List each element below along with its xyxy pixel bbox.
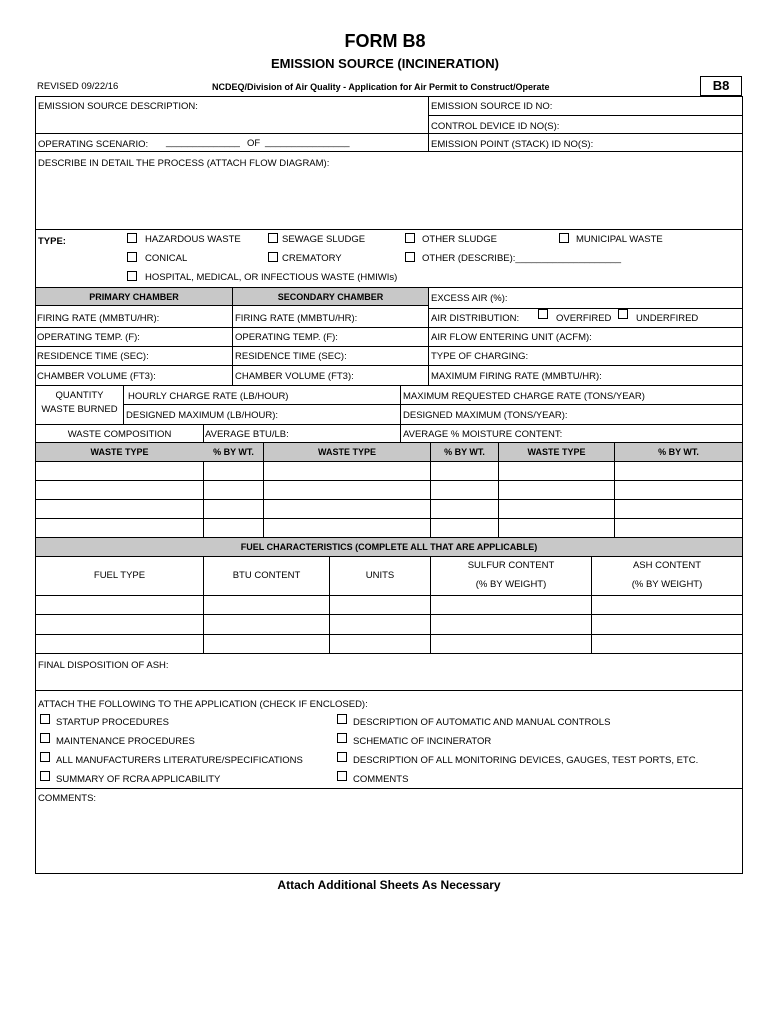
- maintenance-procedures-checkbox[interactable]: [40, 733, 50, 743]
- percent-by-wt-header-3: % BY WT.: [658, 447, 699, 457]
- air-distribution-label: AIR DISTRIBUTION:: [431, 313, 520, 324]
- secondary-chamber-label: SECONDARY CHAMBER: [277, 292, 384, 302]
- final-disposition-ash-label: FINAL DISPOSITION OF ASH:: [38, 660, 169, 671]
- waste-burned-label: WASTE BURNED: [41, 404, 118, 415]
- waste-type-header-1: WASTE TYPE: [90, 447, 149, 457]
- operating-scenario-blank-2[interactable]: ________________: [265, 137, 350, 148]
- primary-operating-temp-label: OPERATING TEMP. (F):: [37, 332, 140, 343]
- waste-table-row[interactable]: [36, 500, 742, 518]
- ash-content-unit: (% BY WEIGHT): [631, 579, 703, 590]
- incinerator-schematic-label: SCHEMATIC OF INCINERATOR: [353, 736, 492, 747]
- process-description-label: DESCRIBE IN DETAIL THE PROCESS (ATTACH FLOW DIAGRAM):: [38, 158, 330, 169]
- operating-scenario-blank-1[interactable]: ______________: [166, 137, 240, 148]
- form-badge-text: B8: [712, 78, 730, 93]
- waste-table-row[interactable]: [36, 519, 742, 537]
- conical-checkbox[interactable]: [127, 252, 137, 262]
- startup-procedures-label: STARTUP PROCEDURES: [56, 717, 169, 728]
- secondary-chamber-volume-label: CHAMBER VOLUME (FT3):: [235, 371, 354, 382]
- sulfur-content-header: SULFUR CONTENT: [467, 560, 555, 571]
- manufacturers-literature-label: ALL MANUFACTURERS LITERATURE/SPECIFICATIONS: [56, 755, 303, 766]
- final-disposition-ash-field[interactable]: [36, 672, 742, 690]
- primary-residence-time-label: RESIDENCE TIME (SEC):: [37, 351, 149, 362]
- other-describe-label[interactable]: OTHER (DESCRIBE):____________________: [422, 253, 622, 264]
- form-title: FORM B8: [344, 31, 426, 51]
- waste-type-header-3: WASTE TYPE: [527, 447, 586, 457]
- excess-air-label: EXCESS AIR (%):: [431, 293, 508, 304]
- primary-chamber-volume-label: CHAMBER VOLUME (FT3):: [37, 371, 156, 382]
- revised-date: REVISED 09/22/16: [37, 81, 119, 92]
- waste-table-row[interactable]: [36, 481, 742, 499]
- quantity-label: QUANTITY: [55, 390, 104, 401]
- underfired-checkbox[interactable]: [618, 309, 628, 319]
- form-badge: [700, 76, 742, 96]
- primary-firing-rate-label: FIRING RATE (MMBTU/HR):: [37, 313, 160, 324]
- maintenance-procedures-label: MAINTENANCE PROCEDURES: [56, 736, 195, 747]
- comments-field[interactable]: [36, 806, 742, 872]
- type-of-charging-label: TYPE OF CHARGING:: [431, 351, 529, 362]
- sulfur-content-unit: (% BY WEIGHT): [475, 579, 547, 590]
- controls-description-checkbox[interactable]: [337, 714, 347, 724]
- sewage-sludge-checkbox[interactable]: [268, 233, 278, 243]
- rcra-summary-label: SUMMARY OF RCRA APPLICABILITY: [56, 774, 221, 785]
- percent-by-wt-header-1: % BY WT.: [213, 447, 254, 457]
- monitoring-devices-checkbox[interactable]: [337, 752, 347, 762]
- crematory-checkbox[interactable]: [268, 252, 278, 262]
- fuel-table-row[interactable]: [36, 615, 742, 634]
- underfired-label: UNDERFIRED: [636, 313, 699, 324]
- overfired-label: OVERFIRED: [556, 313, 612, 324]
- air-flow-label: AIR FLOW ENTERING UNIT (ACFM):: [431, 332, 592, 343]
- footer-note: Attach Additional Sheets As Necessary: [277, 878, 501, 892]
- incinerator-schematic-checkbox[interactable]: [337, 733, 347, 743]
- comments-attachment-checkbox[interactable]: [337, 771, 347, 781]
- hazardous-waste-checkbox[interactable]: [127, 233, 137, 243]
- units-header: UNITS: [365, 570, 395, 581]
- attach-title: ATTACH THE FOLLOWING TO THE APPLICATION (CHECK IF ENCLOSED):: [38, 699, 368, 710]
- designed-max-lb-label: DESIGNED MAXIMUM (LB/HOUR):: [126, 410, 279, 421]
- crematory-label: CREMATORY: [282, 253, 342, 264]
- controls-description-label: DESCRIPTION OF AUTOMATIC AND MANUAL CONTROLS: [353, 717, 611, 728]
- secondary-residence-time-label: RESIDENCE TIME (SEC):: [235, 351, 347, 362]
- emission-point-label: EMISSION POINT (STACK) ID NO(S):: [431, 139, 594, 150]
- fuel-table-row[interactable]: [36, 596, 742, 614]
- designed-max-tons-label: DESIGNED MAXIMUM (TONS/YEAR):: [403, 410, 568, 421]
- fuel-characteristics-title: FUEL CHARACTERISTICS (COMPLETE ALL THAT ARE APPLICABLE): [240, 542, 538, 552]
- control-device-id-label: CONTROL DEVICE ID NO(S):: [431, 121, 560, 132]
- monitoring-devices-label: DESCRIPTION OF ALL MONITORING DEVICES, GAUGES, TEST PORTS, ETC.: [353, 755, 699, 766]
- comments-label: COMMENTS:: [38, 793, 97, 804]
- hmiwi-checkbox[interactable]: [127, 271, 137, 281]
- other-describe-checkbox[interactable]: [405, 252, 415, 262]
- waste-table-row[interactable]: [36, 462, 742, 480]
- conical-label: CONICAL: [145, 253, 188, 264]
- secondary-operating-temp-label: OPERATING TEMP. (F):: [235, 332, 338, 343]
- rcra-summary-checkbox[interactable]: [40, 771, 50, 781]
- process-description-field[interactable]: [36, 172, 742, 228]
- municipal-waste-checkbox[interactable]: [559, 233, 569, 243]
- secondary-firing-rate-label: FIRING RATE (MMBTU/HR):: [235, 313, 358, 324]
- fuel-type-header: FUEL TYPE: [93, 570, 146, 581]
- max-requested-charge-rate-label: MAXIMUM REQUESTED CHARGE RATE (TONS/YEAR): [403, 391, 645, 402]
- other-sludge-label: OTHER SLUDGE: [422, 234, 497, 245]
- waste-type-header-2: WASTE TYPE: [317, 447, 376, 457]
- hourly-charge-rate-label: HOURLY CHARGE RATE (LB/HOUR): [128, 391, 289, 402]
- agency-line: NCDEQ/Division of Air Quality - Application for Air Permit to Construct/Operate: [212, 82, 550, 92]
- emission-source-description-label: EMISSION SOURCE DESCRIPTION:: [38, 101, 198, 112]
- type-label: TYPE:: [38, 236, 66, 247]
- sewage-sludge-label: SEWAGE SLUDGE: [282, 234, 366, 245]
- municipal-waste-label: MUNICIPAL WASTE: [576, 234, 663, 245]
- emission-source-id-label: EMISSION SOURCE ID NO:: [431, 101, 553, 112]
- average-btu-label: AVERAGE BTU/LB:: [205, 429, 289, 440]
- percent-by-wt-header-2: % BY WT.: [444, 447, 485, 457]
- operating-scenario-of: OF: [247, 138, 261, 149]
- average-moisture-label: AVERAGE % MOISTURE CONTENT:: [403, 429, 563, 440]
- comments-attachment-label: COMMENTS: [353, 774, 409, 785]
- manufacturers-literature-checkbox[interactable]: [40, 752, 50, 762]
- waste-composition-label: WASTE COMPOSITION: [67, 429, 172, 440]
- startup-procedures-checkbox[interactable]: [40, 714, 50, 724]
- fuel-table-row[interactable]: [36, 635, 742, 653]
- overfired-checkbox[interactable]: [538, 309, 548, 319]
- hmiwi-label: HOSPITAL, MEDICAL, OR INFECTIOUS WASTE (HMIWIs): [145, 272, 398, 283]
- ash-content-header: ASH CONTENT: [632, 560, 702, 571]
- btu-content-header: BTU CONTENT: [232, 570, 301, 581]
- hazardous-waste-label: HAZARDOUS WASTE: [145, 234, 241, 245]
- max-firing-rate-label: MAXIMUM FIRING RATE (MMBTU/HR):: [431, 371, 602, 382]
- form-subtitle: EMISSION SOURCE (INCINERATION): [271, 56, 499, 71]
- other-sludge-checkbox[interactable]: [405, 233, 415, 243]
- operating-scenario-label: OPERATING SCENARIO:: [38, 139, 149, 150]
- primary-chamber-label: PRIMARY CHAMBER: [89, 292, 179, 302]
